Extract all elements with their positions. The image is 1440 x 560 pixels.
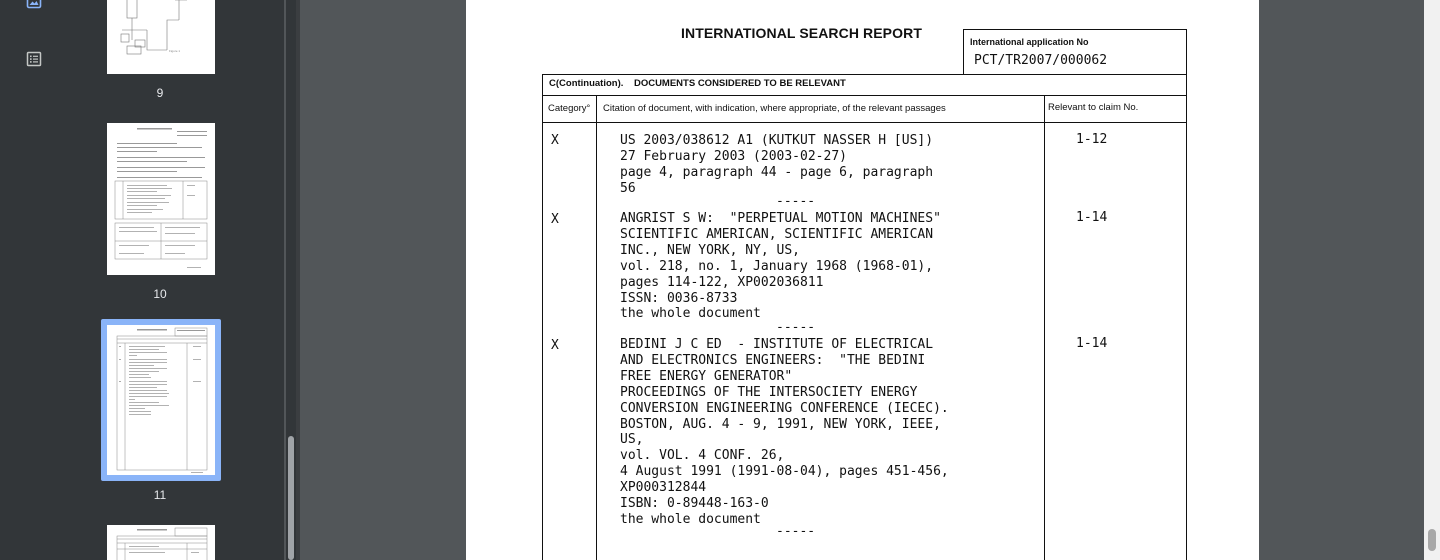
citations-table	[542, 74, 1187, 560]
thumbnail-scrollbar-thumb[interactable]	[288, 436, 294, 560]
thumbnail-page-number: 11	[153, 488, 167, 502]
image-icon	[26, 0, 42, 13]
relevant-claims: 1-14	[1076, 210, 1108, 225]
citation-text: ANGRIST S W: "PERPETUAL MOTION MACHINES" SCIENTIFIC AMERICAN, SCIENTIFIC AMERICAN INC., NEW YORK, NY, US, vol. 218, no. 1, January 1968 (1968-01), pages 114-122, XP002036811 ISSN: 0036-8733 the whole document	[620, 211, 941, 322]
application-label: International application No	[970, 37, 1089, 47]
citation-text: BEDINI J C ED - INSTITUTE OF ELECTRICAL AND ELECTRONICS ENGINEERS: "THE BEDINI FREE ENERGY GENERATOR" PROCEEDINGS OF THE INTERSOCIETY ENERGY CONVERSION ENGINEERING CONFERENCE (IECEC). BOSTON, AUG. 4 - 9, 1991, NEW YORK, IEEE, US, vol. VOL. 4 CONF. 26, 4 August 1991 (1991-08-04), pages 451-456, XP000312844 ISBN: 0-89448-163-0 the whole document	[620, 337, 949, 527]
citation-text: US 2003/038612 A1 (KUTKUT NASSER H [US]) 27 February 2003 (2003-02-27) page 4, paragraph 44 - page 6, paragraph 56	[620, 133, 934, 196]
document-viewer	[300, 0, 1424, 560]
list-icon	[26, 51, 42, 71]
table-rule	[543, 95, 1186, 96]
citation-category: X	[551, 212, 559, 227]
sidebar-rail	[0, 0, 68, 560]
citation-separator: -----	[776, 320, 816, 335]
citation-category: X	[551, 338, 559, 353]
citation-separator: -----	[776, 524, 816, 539]
document-scrollbar[interactable]	[1424, 0, 1440, 560]
report-title: INTERNATIONAL SEARCH REPORT	[681, 25, 922, 41]
table-column-rule	[596, 95, 597, 560]
page-thumbnail[interactable]	[107, 123, 215, 275]
column-header-citation: Citation of document, with indication, where appropriate, of the relevant passages	[603, 103, 946, 114]
application-number: PCT/TR2007/000062	[974, 53, 1108, 68]
application-number-box	[963, 29, 1187, 75]
table-column-rule	[1044, 95, 1045, 560]
outline-view-button[interactable]	[21, 48, 47, 74]
thumbnail-pane	[68, 0, 284, 560]
document-scrollbar-thumb[interactable]	[1428, 529, 1436, 551]
section-caption: C(Continuation). DOCUMENTS CONSIDERED TO BE RELEVANT	[549, 78, 846, 89]
thumbnail-page-number: 9	[156, 86, 164, 100]
column-header-category: Category°	[548, 103, 591, 114]
citation-category: X	[551, 133, 559, 148]
page-thumbnail[interactable]	[107, 325, 215, 475]
svg-text:Figure 1: Figure 1	[169, 49, 181, 53]
thumbnail-view-button[interactable]	[21, 0, 47, 16]
page-thumbnail[interactable]	[107, 0, 215, 74]
relevant-claims: 1-12	[1076, 132, 1108, 147]
document-page	[466, 0, 1259, 560]
citation-separator: -----	[776, 194, 816, 209]
page-thumbnail[interactable]	[107, 525, 215, 560]
table-rule	[543, 122, 1186, 123]
relevant-claims: 1-14	[1076, 336, 1108, 351]
column-header-relevant: Relevant to claim No.	[1048, 102, 1139, 113]
thumbnail-page-number: 10	[153, 287, 167, 301]
